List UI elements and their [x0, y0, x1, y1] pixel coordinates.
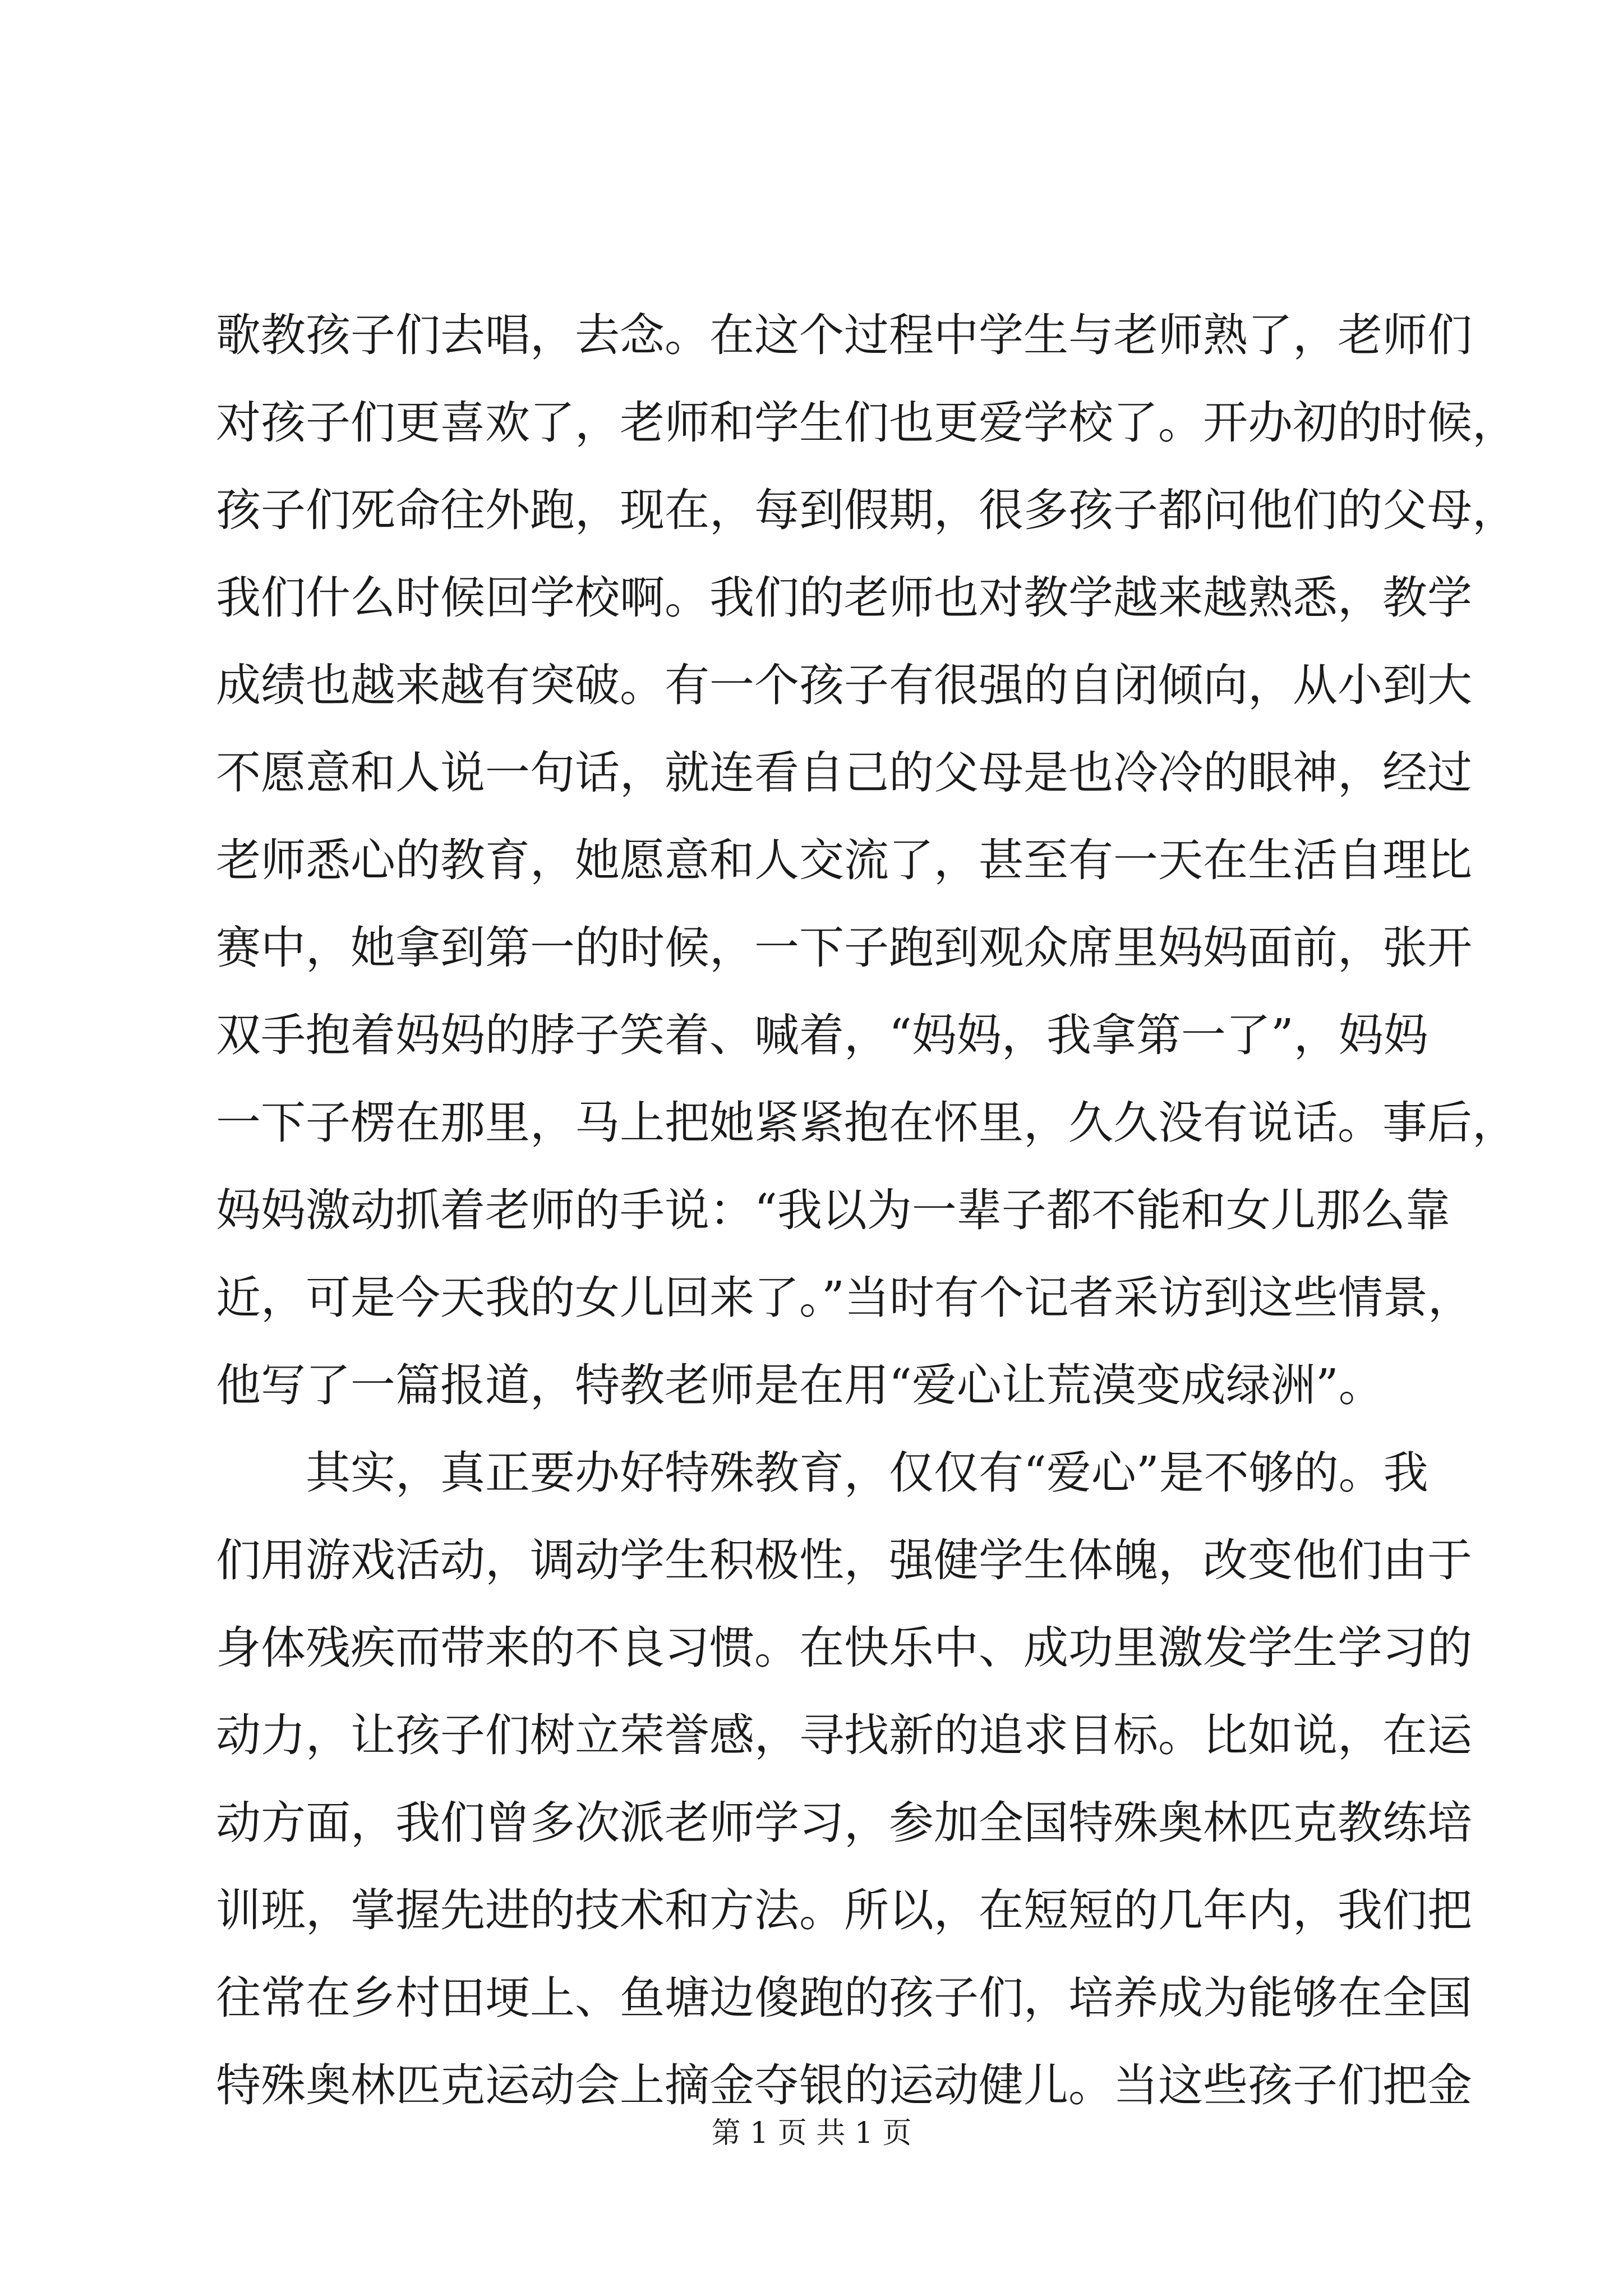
text-line: 动力，让孩子们树立荣誉感，寻找新的追求目标。比如说，在运 [216, 1709, 1472, 1761]
text-line: 他写了一篇报道，特教老师是在用“爱心让荒漠变成绿洲”。 [216, 1359, 1384, 1411]
text-line: 们用游戏活动，调动学生积极性，强健学生体魄，改变他们由于 [216, 1534, 1472, 1586]
document-body [216, 292, 1517, 2129]
text-line: 不愿意和人说一句话，就连看自己的父母是也冷冷的眼神，经过 [216, 747, 1472, 799]
text-line: 其实，真正要办好特殊教育，仅仅有“爱心”是不够的。我 [306, 1447, 1428, 1499]
text-line: 训班，掌握先进的技术和方法。所以，在短短的几年内，我们把 [216, 1884, 1472, 1936]
text-line: 我们什么时候回学校啊。我们的老师也对教学越来越熟悉，教学 [216, 572, 1472, 624]
paragraph-1 [216, 292, 1517, 1429]
text-line: 老师悉心的教育，她愿意和人交流了，甚至有一天在生活自理比 [216, 834, 1472, 886]
text-line: 孩子们死命往外跑，现在，每到假期，很多孩子都问他们的父母， [216, 484, 1517, 536]
text-line: 身体残疾而带来的不良习惯。在快乐中、成功里激发学生学习的 [216, 1622, 1472, 1674]
text-line: 妈妈激动抓着老师的手说：“我以为一辈子都不能和女儿那么靠 [216, 1184, 1450, 1236]
text-line: 特殊奥林匹克运动会上摘金夺银的运动健儿。当这些孩子们把金 [216, 2059, 1472, 2111]
text-line: 成绩也越来越有突破。有一个孩子有很强的自闭倾向，从小到大 [216, 659, 1472, 711]
text-line: 赛中，她拿到第一的时候，一下子跑到观众席里妈妈面前，张开 [216, 922, 1472, 974]
page-number: 第 1 页 共 1 页 [711, 2116, 912, 2150]
text-line: 歌教孩子们去唱，去念。在这个过程中学生与老师熟了，老师们 [216, 309, 1472, 361]
text-line: 对孩子们更喜欢了，老师和学生们也更爱学校了。开办初的时候， [216, 397, 1517, 449]
text-line: 往常在乡村田埂上、鱼塘边傻跑的孩子们，培养成为能够在全国 [216, 1972, 1472, 2024]
text-line: 动方面，我们曾多次派老师学习，参加全国特殊奥林匹克教练培 [216, 1797, 1472, 1849]
page-footer [0, 2109, 1623, 2151]
text-line: 近，可是今天我的女儿回来了。”当时有个记者采访到这些情景， [216, 1272, 1473, 1324]
text-line: 双手抱着妈妈的脖子笑着、喊着，“妈妈，我拿第一了”，妈妈 [216, 1009, 1428, 1061]
text-line: 一下子楞在那里，马上把她紧紧抱在怀里，久久没有说话。事后， [216, 1097, 1517, 1149]
paragraph-2 [216, 1429, 1472, 2129]
